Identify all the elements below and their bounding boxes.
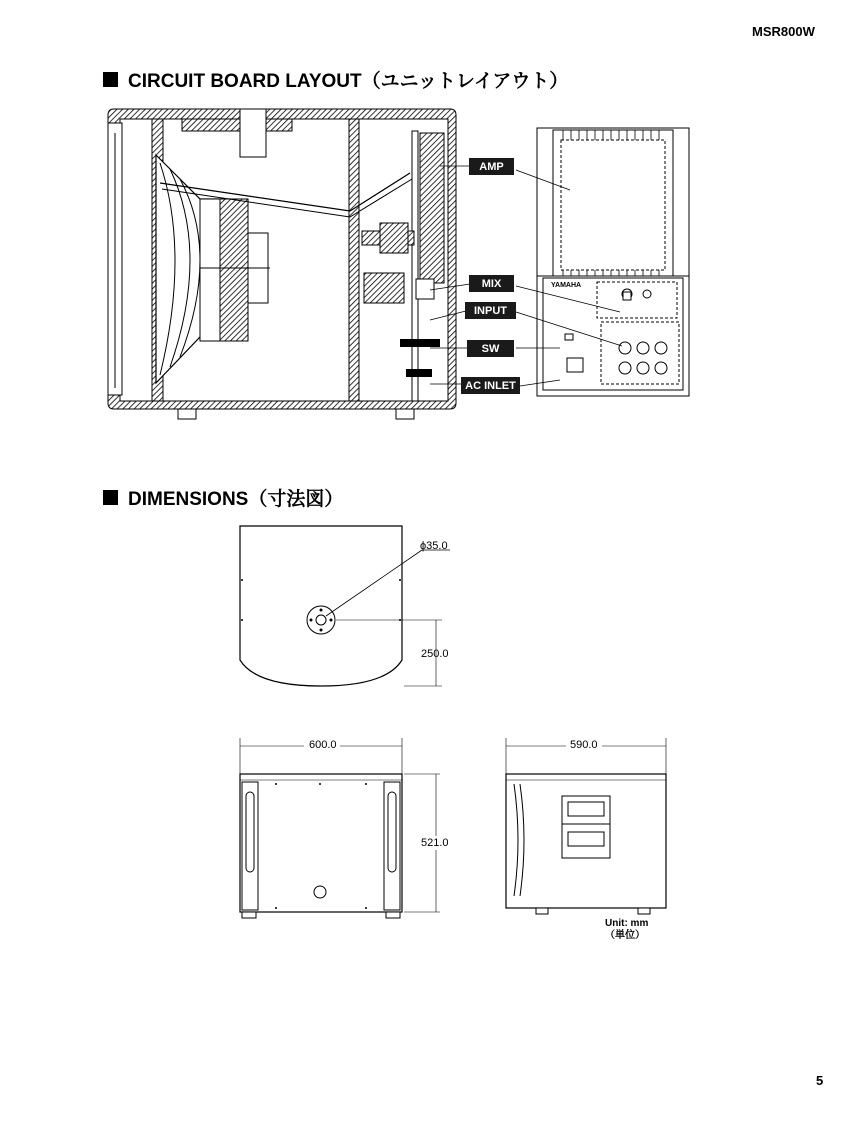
callout-amp: AMP xyxy=(469,158,514,175)
section-title: DIMENSIONS（寸法図） xyxy=(128,489,344,510)
height-label: 521.0 xyxy=(421,837,449,849)
callout-mix: MIX xyxy=(469,275,514,292)
unit-label: Unit: mm xyxy=(605,918,649,929)
pole-diameter-label: ϕ35.0 xyxy=(420,540,448,552)
callout-sw: SW xyxy=(467,340,514,357)
side-view-drawing xyxy=(500,736,672,918)
unit-label-japanese: （単位） xyxy=(605,930,645,941)
yamaha-logo: YAMAHA xyxy=(551,282,582,289)
square-bullet-icon xyxy=(103,490,118,505)
page-number: 5 xyxy=(816,1073,824,1088)
callout-ac-inlet: AC INLET xyxy=(461,377,520,394)
model-name: MSR800W xyxy=(752,24,815,39)
section-heading-dimensions xyxy=(103,484,343,511)
front-view-drawing xyxy=(236,736,446,926)
section-title: CIRCUIT BOARD LAYOUT（ユニットレイアウト） xyxy=(128,71,569,92)
unit-note xyxy=(605,918,648,942)
callout-input: INPUT xyxy=(465,302,516,319)
depth-label: 590.0 xyxy=(570,739,598,751)
width-label: 600.0 xyxy=(309,739,337,751)
callout-leader-lines xyxy=(0,0,862,500)
pole-height-label: 250.0 xyxy=(421,648,449,660)
